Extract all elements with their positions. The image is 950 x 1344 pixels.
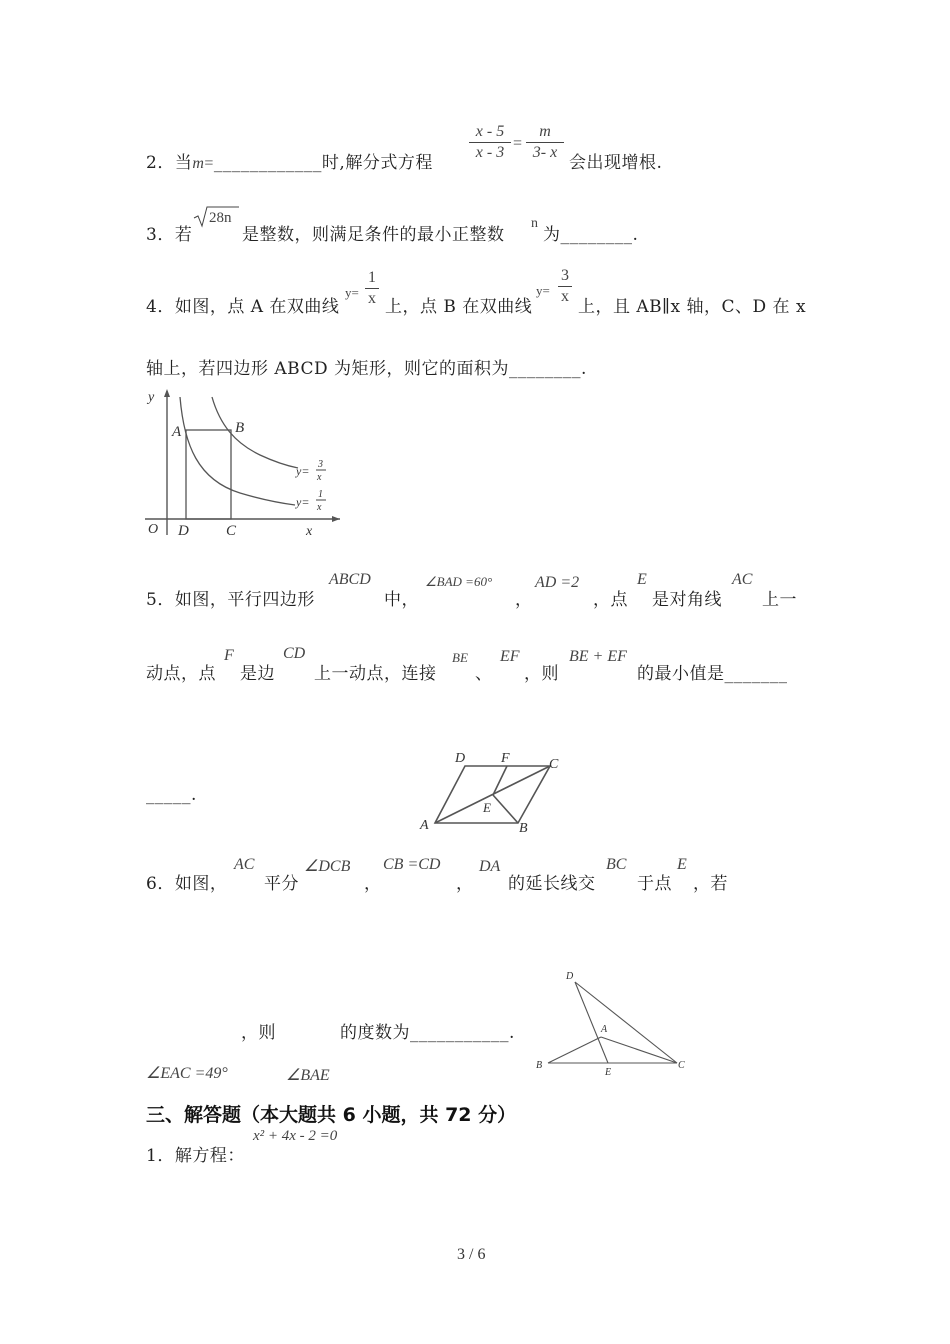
q6-label-c: C <box>678 1060 685 1071</box>
q4-line2: 轴上，若四边形 ABCD 为矩形，则它的面积为________. <box>146 359 587 379</box>
q6-start <box>146 869 227 894</box>
q5-m2: ∠BAD =60° <box>425 574 493 589</box>
q6-m5: BC <box>606 856 627 873</box>
q4-curve1-label: y= <box>296 495 310 509</box>
q2-var: m <box>192 155 205 172</box>
q6-label-e: E <box>605 1067 612 1078</box>
page-number: 3 / 6 <box>457 1246 486 1263</box>
q6-label-a: A <box>601 1024 608 1035</box>
q6-t2: 平分 <box>264 874 299 894</box>
q5-l2-t2: 是边 <box>240 664 275 684</box>
q4-y-arrow <box>164 389 170 397</box>
q3-var: n <box>531 216 538 231</box>
q4-b-label: B <box>235 420 245 436</box>
q6-segment-dc <box>575 982 677 1063</box>
q6-t1: 如图， <box>174 874 228 894</box>
q6-t5: 的延长线交 <box>508 874 596 894</box>
q2-blank: ____________ <box>213 153 322 173</box>
q4-eq1-frac <box>364 268 380 309</box>
q5-l2-m4: EF <box>500 648 520 665</box>
s3q1-equation: x² + 4x - 2 =0 <box>253 1128 338 1144</box>
q2-eq: = <box>204 155 214 172</box>
q5-m5: AC <box>732 571 753 588</box>
q5-l3: _____. <box>146 785 197 805</box>
q5-t1: 如图，平行四边形 <box>174 590 315 610</box>
q3-suffix: 为________. <box>543 225 639 245</box>
q2-fraction-2 <box>525 122 565 163</box>
section-3-title: 三、解答题（本大题共 6 小题，共 72 分） <box>146 1104 517 1126</box>
q5-segment-be <box>493 795 518 823</box>
q5-l2-m5: BE + EF <box>569 648 627 665</box>
q3-start <box>146 220 192 245</box>
q5-t4: ，点 <box>593 590 628 610</box>
q5-l2-t3: 上一动点，连接 <box>314 664 437 684</box>
q5-number: 5． <box>146 590 175 610</box>
q6-m2: ∠DCB <box>304 858 351 875</box>
q4-eq1-y: y= <box>345 285 359 300</box>
q5-l2-t1: 动点，点 <box>146 664 216 684</box>
q5-m1: ABCD <box>329 571 371 588</box>
q5-label-c: C <box>549 757 559 772</box>
q5-t5: 是对角线 <box>652 590 722 610</box>
q5-label-e: E <box>483 800 491 815</box>
q5-l2-t4: 、 <box>475 664 493 684</box>
q3-prefix: 若 <box>174 225 193 245</box>
q4-text-c: 上，且 AB∥x 轴，C、D 在 x <box>578 297 807 317</box>
q6-m6: E <box>677 856 687 873</box>
q4-d-label: D <box>178 523 189 539</box>
q4-curve1-den: x <box>317 502 322 513</box>
q2-f1-den: x - 3 <box>475 144 505 161</box>
q6-number: 6． <box>146 874 175 894</box>
q5-l2-m2: CD <box>283 645 306 662</box>
q4-curve-3 <box>212 397 298 468</box>
s3q1-line <box>146 1141 245 1166</box>
q5-l2-m3: BE <box>452 650 468 665</box>
q4-eq2-den: x <box>561 288 569 305</box>
q6-t7: ，若 <box>693 874 728 894</box>
q6-segment-ac <box>601 1037 677 1063</box>
q2-f2-num: m <box>539 123 551 140</box>
q2-f2-den: 3- x <box>532 144 558 161</box>
q4-a-label: A <box>172 424 182 440</box>
q4-curve3-num: 3 <box>318 459 323 470</box>
q2-suffix: 会出现增根. <box>569 153 663 173</box>
q6-label-b: B <box>536 1060 543 1071</box>
q5-figure <box>415 748 565 838</box>
q2-line <box>146 148 433 173</box>
s3q1-text: 解方程： <box>174 1146 245 1166</box>
q4-line1a <box>146 292 339 317</box>
q6-l3-m1: ∠EAC =49° <box>146 1065 228 1082</box>
q5-m4: E <box>637 571 647 588</box>
q5-t2: 中， <box>384 590 419 610</box>
q4-x-arrow <box>332 516 340 522</box>
q4-curve3-den: x <box>317 472 322 483</box>
q4-origin-label: O <box>148 522 159 537</box>
q2-number: 2． <box>146 153 175 173</box>
q4-x-label: x <box>306 524 313 539</box>
q5-l2-t6: 的最小值是_______ <box>637 664 788 684</box>
q4-c-label: C <box>226 523 237 539</box>
q6-m4: DA <box>479 858 501 875</box>
q4-number: 4． <box>146 297 175 317</box>
q4-y-label: y <box>148 390 155 405</box>
q6-m1: AC <box>234 856 255 873</box>
q3-text: 是整数，则满足条件的最小正整数 <box>242 225 505 245</box>
q6-segment-de <box>575 982 608 1063</box>
q5-label-b: B <box>519 821 528 836</box>
q3-radicand: 28n <box>209 210 232 226</box>
q4-eq2-frac <box>557 266 573 307</box>
q4-eq2-y: y= <box>536 283 550 298</box>
q4-curve-1 <box>180 397 295 505</box>
q6-segment-ba <box>548 1037 601 1063</box>
q4-eq1-num: 1 <box>368 269 376 286</box>
q6-figure <box>530 965 690 1080</box>
q2-f1-num: x - 5 <box>475 123 505 140</box>
q6-t4: ， <box>456 874 474 894</box>
q2-prefix: 当 <box>174 153 193 173</box>
q5-label-d: D <box>455 751 466 766</box>
q6-t3: ， <box>364 874 382 894</box>
q6-t6: 于点 <box>637 874 672 894</box>
q4-curve3-label: y= <box>296 464 310 478</box>
q2-fraction-1 <box>468 122 512 163</box>
q6-l3-m2: ∠BAE <box>286 1067 330 1084</box>
q6-l2-t1: ，则 <box>241 1023 276 1043</box>
q5-start <box>146 585 315 610</box>
q4-eq1-den: x <box>368 290 376 307</box>
q4-eq2-num: 3 <box>561 267 569 284</box>
q4-curve1-num: 1 <box>318 489 323 500</box>
q4-figure <box>140 385 350 545</box>
q5-label-f: F <box>501 751 510 766</box>
q5-l2-m1: F <box>224 647 234 664</box>
q3-number: 3． <box>146 225 175 245</box>
q2-mid-eq: = <box>513 135 523 152</box>
q2-text: 时,解分式方程 <box>321 153 433 173</box>
s3q1-number: 1． <box>146 1146 175 1166</box>
q6-l2-t2: 的度数为___________. <box>340 1023 515 1043</box>
q5-t6: 上一 <box>762 590 797 610</box>
q5-l2-t5: ，则 <box>524 664 559 684</box>
q5-t3: ， <box>515 590 533 610</box>
q6-m3: CB =CD <box>383 856 441 873</box>
q6-label-d: D <box>566 971 574 982</box>
q5-m3: AD =2 <box>535 574 580 591</box>
q4-text-b: 上，点 B 在双曲线 <box>385 297 533 317</box>
q4-text-a: 如图，点 A 在双曲线 <box>174 297 340 317</box>
q5-label-a: A <box>420 818 429 833</box>
